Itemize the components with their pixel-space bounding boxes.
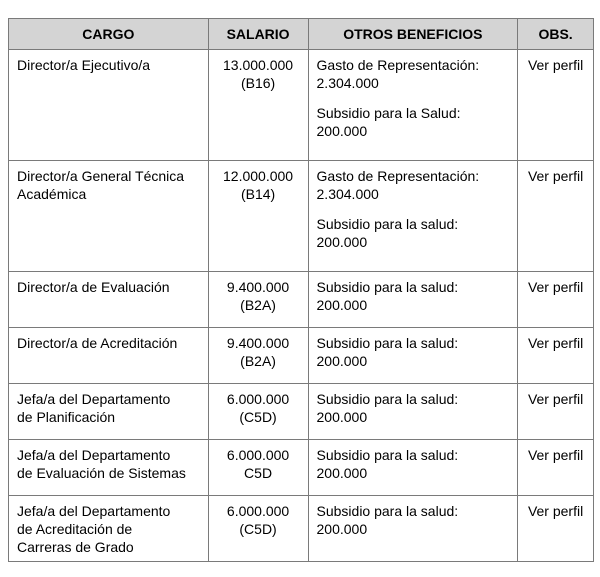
salario-amount: 12.000.000 (223, 168, 294, 184)
beneficio-item (317, 104, 510, 140)
ver-perfil-link[interactable]: Ver perfil (527, 168, 584, 184)
beneficio-label: Gasto de Representación: (316, 168, 480, 184)
beneficio-item (317, 390, 510, 426)
salario-cell (208, 50, 308, 161)
beneficio-label: Subsidio para la salud: (316, 503, 459, 519)
beneficio-amount: 2.304.000 (316, 186, 379, 202)
beneficio-label: Subsidio para la salud: (316, 335, 459, 351)
cargo-cell (9, 496, 209, 562)
ver-perfil-link[interactable]: Ver perfil (527, 279, 584, 295)
beneficio-item (317, 215, 510, 251)
header-otros-beneficios: OTROS BENEFICIOS (308, 19, 518, 50)
table-body (9, 50, 594, 562)
obs-cell (518, 161, 594, 272)
beneficios-cell (308, 50, 518, 161)
cargo-line: Jefa/a del Departamento (17, 447, 171, 463)
cargo-cell (9, 50, 209, 161)
salario-amount: 6.000.000 (226, 447, 290, 463)
salario-cell (208, 161, 308, 272)
salario-grado: (B14) (240, 186, 276, 202)
beneficio-amount: 200.000 (316, 353, 368, 369)
salario-grado: C5D (244, 465, 273, 481)
cargo-line: Jefa/a del Departamento (17, 391, 171, 407)
beneficios-cell (308, 161, 518, 272)
beneficio-amount: 2.304.000 (316, 75, 379, 91)
salario-amount: 9.400.000 (226, 335, 290, 351)
ver-perfil-link[interactable]: Ver perfil (527, 57, 584, 73)
salario-amount: 9.400.000 (226, 279, 290, 295)
ver-perfil-link[interactable]: Ver perfil (527, 335, 584, 351)
salario-amount: 13.000.000 (223, 57, 294, 73)
ver-perfil-link[interactable]: Ver perfil (527, 391, 584, 407)
table-header-row (9, 19, 594, 50)
cargo-line: Jefa/a del Departamento (17, 503, 171, 519)
beneficio-amount: 200.000 (316, 409, 368, 425)
obs-cell (518, 272, 594, 328)
beneficios-cell (308, 384, 518, 440)
cargo-line: Académica (17, 186, 87, 202)
obs-cell (518, 50, 594, 161)
beneficio-amount: 200.000 (316, 465, 368, 481)
cargo-cell (9, 272, 209, 328)
beneficio-item (317, 56, 510, 92)
beneficio-label: Subsidio para la Salud: (316, 105, 461, 121)
salario-amount: 6.000.000 (226, 391, 290, 407)
beneficio-label: Subsidio para la salud: (316, 279, 459, 295)
beneficio-item (317, 167, 510, 203)
salario-cell (208, 328, 308, 384)
beneficio-label: Subsidio para la salud: (316, 216, 459, 232)
beneficio-amount: 200.000 (316, 521, 368, 537)
beneficio-amount: 200.000 (316, 297, 368, 313)
beneficios-cell (308, 272, 518, 328)
beneficio-label: Gasto de Representación: (316, 57, 480, 73)
obs-cell (518, 440, 594, 496)
beneficio-amount: 200.000 (316, 123, 368, 139)
cargo-line: Carreras de Grado (17, 539, 134, 555)
table-row (9, 50, 594, 161)
table-row (9, 496, 594, 562)
ver-perfil-link[interactable]: Ver perfil (527, 503, 584, 519)
beneficio-label: Subsidio para la salud: (316, 447, 459, 463)
beneficio-item (317, 502, 510, 538)
beneficios-cell (308, 496, 518, 562)
salary-table (8, 18, 594, 562)
header-obs: OBS. (518, 19, 594, 50)
header-cargo: CARGO (9, 19, 209, 50)
obs-cell (518, 328, 594, 384)
beneficio-label: Subsidio para la salud: (316, 391, 459, 407)
cargo-line: Director/a Ejecutivo/a (17, 57, 151, 73)
table-row (9, 272, 594, 328)
beneficios-cell (308, 328, 518, 384)
salario-grado: (B2A) (240, 297, 276, 313)
cargo-line: Director/a de Acreditación (17, 335, 178, 351)
table-row (9, 161, 594, 272)
table-row (9, 384, 594, 440)
cargo-line: Director/a de Evaluación (17, 279, 170, 295)
table-row (9, 440, 594, 496)
header-salario: SALARIO (208, 19, 308, 50)
cargo-line: de Acreditación de (17, 521, 133, 537)
salario-cell (208, 440, 308, 496)
cargo-cell (9, 161, 209, 272)
obs-cell (518, 496, 594, 562)
beneficios-cell (308, 440, 518, 496)
salario-grado: (C5D) (239, 521, 277, 537)
cargo-line: de Planificación (17, 409, 116, 425)
salario-cell (208, 384, 308, 440)
beneficio-item (317, 334, 510, 370)
beneficio-amount: 200.000 (316, 234, 368, 250)
ver-perfil-link[interactable]: Ver perfil (527, 447, 584, 463)
beneficio-item (317, 278, 510, 314)
cargo-line: Director/a General Técnica (17, 168, 185, 184)
salario-cell (208, 272, 308, 328)
beneficio-item (317, 446, 510, 482)
cargo-cell (9, 328, 209, 384)
obs-cell (518, 384, 594, 440)
salario-amount: 6.000.000 (226, 503, 290, 519)
table-row (9, 328, 594, 384)
salario-grado: (B16) (240, 75, 276, 91)
salario-grado: (B2A) (240, 353, 276, 369)
salario-grado: (C5D) (239, 409, 277, 425)
cargo-line: de Evaluación de Sistemas (17, 465, 186, 481)
cargo-cell (9, 440, 209, 496)
salario-cell (208, 496, 308, 562)
cargo-cell (9, 384, 209, 440)
